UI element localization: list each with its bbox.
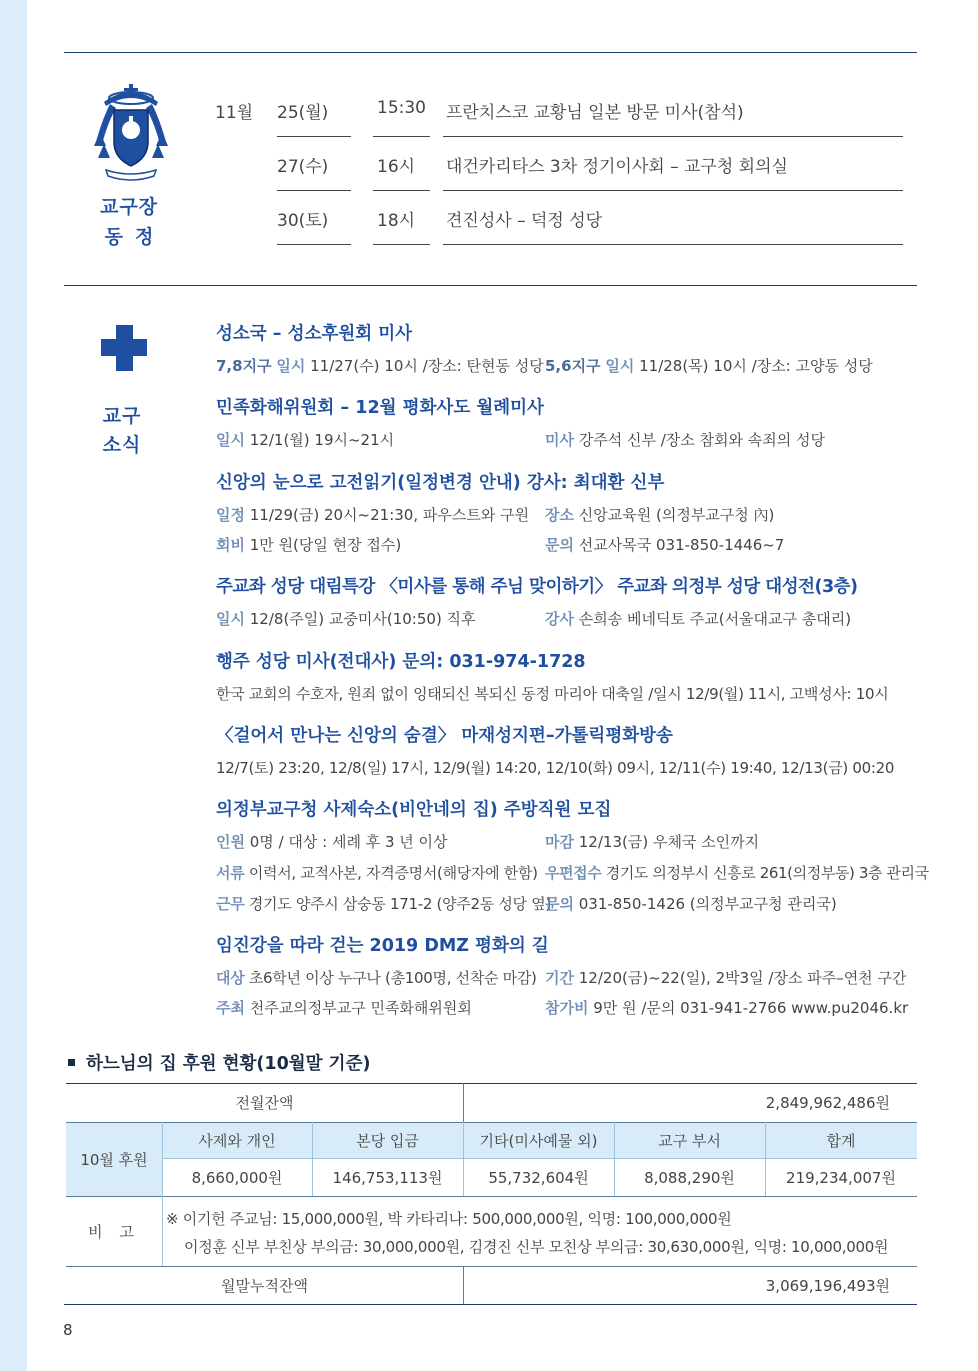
detail-label: 마감 [545,833,574,851]
table-cell: 8,660,000원 [191,1168,283,1187]
news-detail [216,355,544,376]
schedule-divider [373,190,430,191]
detail-text: 강주석 신부 /장소 참회와 속죄의 성당 [578,431,826,449]
news-detail [545,967,906,988]
schedule-event: 프란치스코 교황님 일본 방문 미사(참석) [446,103,744,123]
month-donation-label: 10월 후원 [80,1150,148,1169]
detail-text: 경기도 양주시 삼숭동 171-2 (양주2동 성당 옆) [248,895,551,913]
detail-label: 회비 [216,536,245,554]
detail-text: 11/27(수) 10시 /장소: 탄현동 성당 [310,357,544,375]
section-rule [64,285,917,286]
end-balance-value: 3,069,196,493원 [765,1276,890,1295]
column-header: 본당 입금 [356,1131,419,1150]
news-title: 신앙의 눈으로 고전읽기(일정변경 안내) 강사: 최대환 신부 [216,473,665,493]
news-detail [545,355,873,376]
note-line: 이정훈 신부 부친상 부의금: 30,000,000원, 김경진 신부 모친상 부의금: 30,630,000원, 익명: 10,000,000원 [184,1237,889,1256]
detail-label: 일시 [276,357,306,375]
news-detail [216,608,476,629]
detail-text: 12/20(금)~22(일), 2박3일 /장소 파주–연천 구간 [578,969,907,987]
detail-text: 12/13(금) 우체국 소인까지 [578,833,760,851]
note-line: ※ 이기헌 주교님: 15,000,000원, 박 카타리나: 500,000,000원, 익명: 100,000,000원 [166,1209,732,1228]
schedule-event: 대건카리타스 3차 정기이사회 – 교구청 회의실 [446,157,788,177]
table-rule [66,1196,917,1197]
table-bottom-rule [64,1304,917,1305]
news-detail [545,831,759,852]
schedule-month: 11월 [215,103,254,123]
news-detail [216,862,538,883]
detail-text: 손희송 베네딕토 주교(서울대교구 총대리) [578,610,852,628]
detail-label: 7,8지구 [216,357,272,375]
news-detail [545,997,908,1018]
detail-label: 우편접수 [545,864,602,882]
detail-label: 문의 [545,895,574,913]
news-title: 행주 성당 미사(전대사) 문의: 031-974-1728 [216,652,586,672]
bishop-label-line1: 교구장 [99,196,159,218]
detail-label: 근무 [216,895,245,913]
schedule-time: 16시 [377,157,416,177]
news-detail: 12/7(토) 23:20, 12/8(일) 17시, 12/9(월) 14:20, 12/10(화) 09시, 12/11(수) 19:40, 12/13(금) 00:20 [216,759,895,777]
prev-balance-value: 2,849,962,486원 [765,1094,890,1112]
page-number: 8 [63,1321,73,1339]
news-label-line1: 교구 [102,405,142,427]
detail-label: 문의 [545,536,574,554]
prev-balance-label: 전월잔액 [235,1094,294,1112]
detail-label: 일시 [216,610,245,628]
detail-label: 5,6지구 [545,357,601,375]
square-bullet-icon [68,1059,75,1066]
detail-text: 12/1(월) 19시~21시 [249,431,395,449]
detail-label: 미사 [545,431,574,449]
schedule-row [0,206,978,260]
detail-label: 장소 [545,506,574,524]
news-title: 주교좌 성당 대림특강 〈미사를 통해 주님 맞이하기〉 주교좌 의정부 성당 대성전(3층) [216,577,858,597]
table-cell: 219,234,007원 [786,1168,896,1187]
detail-label: 일시 [216,431,245,449]
detail-label: 인원 [216,833,245,851]
detail-label: 대상 [216,969,245,987]
cross-icon-bar [101,339,147,356]
column-header: 사제와 개인 [198,1131,276,1150]
schedule-divider [373,244,430,245]
schedule-event: 견진성사 – 덕정 성당 [446,211,603,231]
detail-text: 1만 원(당일 현장 접수) [249,536,402,554]
detail-text: 11/29(금) 20시~21:30, 파우스트와 구원 [249,506,530,524]
detail-label: 주최 [216,999,245,1017]
schedule-date: 27(수) [277,157,329,177]
table-cell: 55,732,604원 [488,1168,589,1187]
detail-label: 강사 [545,610,574,628]
detail-text: 0명 / 대상 : 세례 후 3 년 이상 [249,833,448,851]
news-detail [216,893,551,914]
schedule-divider [277,190,351,191]
news-detail [216,831,448,852]
detail-text: 초6학년 이상 누구나 (총100명, 선착순 마감) [248,969,537,987]
news-detail [545,504,774,525]
news-detail [545,893,837,914]
news-detail: 한국 교회의 수호자, 원죄 없이 잉태되신 복되신 동정 마리아 대축일 /일시 12/9(월) 11시, 고백성사: 10시 [216,685,889,703]
news-title: 〈걸어서 만나는 신앙의 숨결〉 마재성지편–가톨릭평화방송 [216,726,673,746]
column-header: 합계 [826,1131,856,1150]
detail-text: 신앙교육원 (의정부교구청 內) [578,506,775,524]
news-detail [545,608,851,629]
news-detail [545,534,784,555]
detail-label: 일정 [216,506,245,524]
news-detail [216,429,394,450]
detail-text: 경기도 의정부시 신흥로 261(의정부동) 3층 관리국 [605,864,929,882]
schedule-date: 25(월) [277,103,329,123]
table-cell: 8,088,290원 [644,1168,735,1187]
table-cell: 146,753,113원 [332,1168,443,1187]
news-title: 민족화해위원회 – 12월 평화사도 월례미사 [216,398,544,418]
detail-text: 12/8(주일) 교중미사(10:50) 직후 [249,610,476,628]
schedule-row [0,98,978,152]
schedule-date: 30(토) [277,211,329,231]
schedule-divider [373,136,430,137]
end-balance-label: 월말누적잔액 [221,1276,308,1295]
detail-text: 11/28(목) 10시 /장소: 고양동 성당 [639,357,873,375]
detail-text: 천주교의정부교구 민족화해위원회 [249,999,472,1017]
news-detail [216,504,529,525]
news-detail [216,967,537,988]
schedule-time: 18시 [377,211,416,231]
news-title: 성소국 – 성소후원회 미사 [216,324,413,344]
news-detail [545,429,825,450]
news-detail [216,534,401,555]
detail-label: 일시 [605,357,635,375]
detail-text: 9만 원 /문의 031-941-2766 www.pu2046.kr [593,999,909,1017]
news-detail [216,997,472,1018]
detail-label: 참가비 [545,999,589,1017]
news-title: 의정부교구청 사제숙소(비안네의 집) 주방직원 모집 [216,800,612,820]
news-title: 임진강을 따라 걷는 2019 DMZ 평화의 길 [216,936,549,956]
schedule-divider [443,244,903,245]
column-header: 교구 부서 [658,1131,721,1150]
donation-section-title [68,1050,370,1075]
note-label: 비 고 [88,1222,140,1241]
schedule-divider [443,136,903,137]
detail-text: 이력서, 교적사본, 자격증명서(해당자에 한함) [248,864,538,882]
news-label-line2: 소식 [102,434,142,456]
column-header: 기타(미사예물 외) [479,1131,598,1150]
detail-text: 031-850-1426 (의정부교구청 관리국) [578,895,837,913]
schedule-time: 15:30 [377,98,426,118]
schedule-divider [277,244,351,245]
donation-title-text: 하느님의 집 후원 현황(10월말 기준) [86,1054,371,1074]
schedule-row [0,152,978,206]
news-detail [545,862,929,883]
detail-label: 서류 [216,864,245,882]
detail-text: 선교사목국 031-850-1446~7 [578,536,785,554]
detail-label: 기간 [545,969,574,987]
bishop-label-line2: 동정 [104,226,166,248]
schedule-divider [277,136,351,137]
top-rule [64,52,917,53]
schedule-divider [443,190,903,191]
